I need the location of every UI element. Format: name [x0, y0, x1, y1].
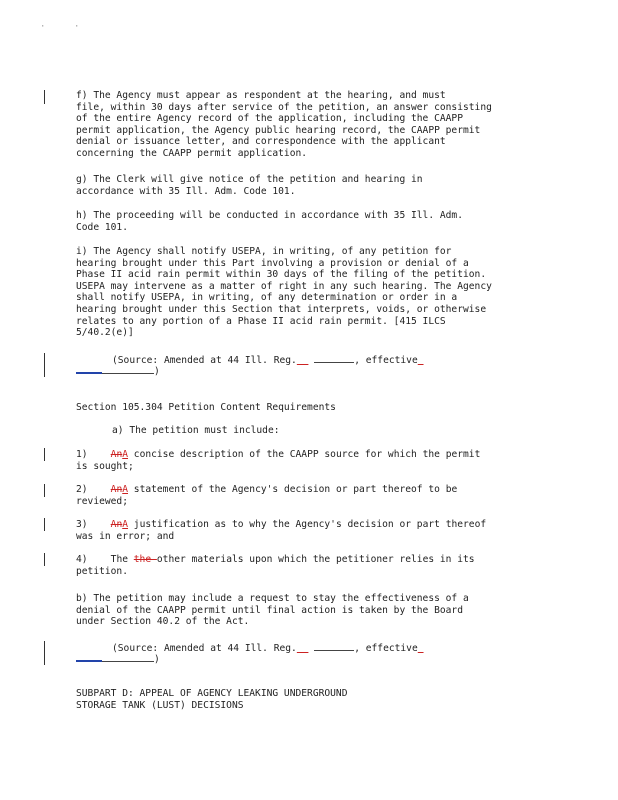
text-line: statement of the Agency's decision or part thereof to be — [128, 484, 458, 495]
change-bar — [44, 518, 45, 531]
source-prefix: (Source: Amended at 44 Ill. Reg. — [112, 355, 297, 366]
source-note — [112, 354, 582, 367]
text-line: USEPA may intervene as a matter of right in any such hearing. The Agency — [76, 280, 492, 292]
source-note — [112, 642, 582, 655]
item-label: 2) — [76, 484, 88, 495]
struck-text: An — [110, 484, 123, 495]
text-line: i) The Agency shall notify USEPA, in writing, of any petition for — [76, 246, 452, 257]
scan-mark: · — [74, 22, 80, 32]
item-label: 1) — [76, 449, 88, 460]
text-line: hearing brought under this Part involving a provision or denial of a — [76, 257, 469, 269]
source-effective: , effective — [354, 643, 418, 654]
item-3 — [76, 519, 546, 542]
paragraph-h — [76, 210, 546, 233]
text-line: 5/40.2(e)] — [76, 327, 134, 339]
text-line: justification as to why the Agency's decision or part thereof — [128, 519, 487, 530]
text-line: shall notify USEPA, in writing, of any determination or order in a — [76, 292, 458, 304]
change-bar — [44, 484, 45, 497]
scan-mark: · — [40, 22, 46, 32]
text-line: denial or issuance letter, and correspondence with the applicant — [76, 136, 446, 148]
paragraph-i — [76, 246, 546, 339]
text-line: of the entire Agency record of the application, including the CAAPP — [76, 113, 463, 125]
struck-text: An — [110, 519, 123, 530]
text-line: b) The petition may include a request to stay the effectiveness of a — [76, 593, 469, 604]
source-note-line2 — [76, 654, 546, 666]
text-line: g) The Clerk will give notice of the petition and hearing in — [76, 174, 423, 185]
blank-line — [76, 655, 154, 662]
paragraph-f — [76, 90, 546, 160]
item-1 — [76, 449, 546, 472]
text-line: concise description of the CAAPP source for which the permit — [128, 449, 481, 460]
blank-line — [314, 354, 354, 363]
text-line: h) The proceeding will be conducted in accordance with 35 Ill. Adm. — [76, 210, 463, 221]
text-line: reviewed; — [76, 495, 128, 507]
insert-mark — [418, 355, 424, 366]
struck-text: An — [110, 449, 123, 460]
text-line: Code 101. — [76, 221, 128, 233]
source-note-line2 — [76, 366, 546, 378]
item-label: 3) — [76, 519, 88, 530]
text-line: petition. — [76, 565, 128, 577]
change-bar — [44, 90, 45, 104]
text-fragment: The — [110, 554, 134, 565]
struck-text: the — [133, 554, 157, 565]
text-line: under Section 40.2 of the Act. — [76, 616, 250, 628]
inserted-text: A — [122, 519, 129, 530]
item-2 — [76, 484, 546, 507]
change-bar — [44, 553, 45, 566]
item-a: a) The petition must include: — [112, 425, 280, 436]
text-line: is sought; — [76, 460, 134, 472]
text-line: accordance with 35 Ill. Adm. Code 101. — [76, 185, 296, 197]
text-line: permit application, the Agency public hearing record, the CAAPP permit — [76, 124, 481, 136]
inserted-text: A — [122, 449, 129, 460]
change-bar — [44, 448, 45, 461]
source-end: ) — [154, 366, 160, 377]
paragraph-g — [76, 174, 546, 197]
text-line: was in error; and — [76, 530, 175, 542]
text-line: concerning the CAAPP permit application. — [76, 147, 308, 159]
blank-line — [314, 642, 354, 651]
text-line: other materials upon which the petitioner relies in its — [156, 554, 475, 565]
source-end: ) — [154, 654, 160, 665]
source-effective: , effective — [354, 355, 418, 366]
text-line: Phase II acid rain permit within 30 days of the filing of the petition. — [76, 269, 487, 281]
text-line: SUBPART D: APPEAL OF AGENCY LEAKING UNDERGROUND — [76, 688, 348, 699]
source-prefix: (Source: Amended at 44 Ill. Reg. — [112, 643, 297, 654]
paragraph-b — [76, 593, 546, 628]
text-line: relates to any portion of a Phase II acid rain permit. [415 ILCS — [76, 315, 446, 327]
text-line: f) The Agency must appear as respondent at the hearing, and must — [76, 90, 446, 101]
text-line: STORAGE TANK (LUST) DECISIONS — [76, 699, 244, 711]
text-line: hearing brought under this Section that interprets, voids, or otherwise — [76, 303, 487, 315]
insert-mark — [297, 643, 309, 654]
item-label: 4) — [76, 554, 88, 565]
insert-mark — [297, 355, 309, 366]
text-line: file, within 30 days after service of the petition, an answer consisting — [76, 101, 492, 113]
change-bar — [44, 641, 45, 665]
inserted-text: A — [122, 484, 129, 495]
subpart-heading — [76, 688, 546, 711]
insert-mark — [418, 643, 424, 654]
text-line: denial of the CAAPP permit until final action is taken by the Board — [76, 604, 463, 616]
change-bar — [44, 353, 45, 377]
blank-line — [76, 367, 154, 374]
section-heading: Section 105.304 Petition Content Requirements — [76, 402, 336, 413]
item-4 — [76, 554, 546, 577]
